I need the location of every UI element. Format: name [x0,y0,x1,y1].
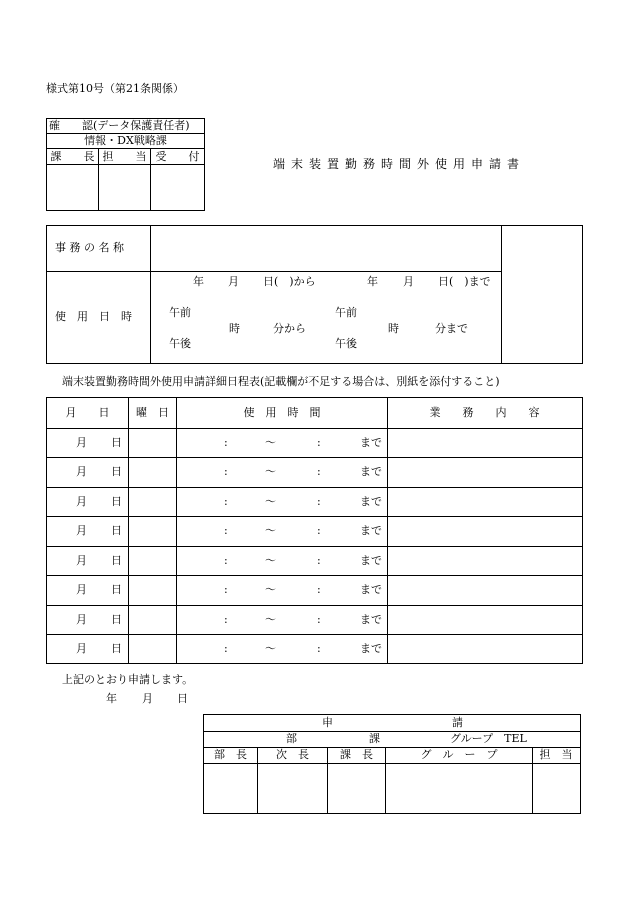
usage-box [46,225,583,364]
row-until: まで [360,524,382,537]
approval-dept: 情報・DX戦略課 [84,134,167,147]
from-month: 月 [228,275,239,288]
statement: 上記のとおり申請します。 [62,673,194,686]
row-month: 月 [76,465,87,478]
row-month: 月 [76,642,87,655]
row-day: 日 [111,554,122,567]
usage-date-label: 使 用 日 時 [55,310,132,323]
row-day: 日 [111,495,122,508]
date-month: 月 [142,692,153,705]
from-pm: 午後 [169,337,191,350]
from-min: 分から [273,322,306,335]
task-name-field[interactable] [152,228,499,269]
date-day: 日 [177,692,188,705]
from-year: 年 [193,275,204,288]
row-day: 日 [111,613,122,626]
approval-stamp-tanto[interactable] [99,165,150,209]
row-colon-end: : [317,436,321,449]
row-day: 日 [111,583,122,596]
table-row [47,606,581,634]
row-colon-end: : [317,465,321,478]
row-day: 日 [111,465,122,478]
row-until: まで [360,465,382,478]
table-row [47,458,581,486]
to-am: 午前 [335,306,357,319]
table-row [47,488,581,516]
row-colon-start: : [224,554,228,567]
row-until: まで [360,613,382,626]
applicant-group-tel: グループ TEL [450,732,527,745]
row-month: 月 [76,524,87,537]
to-year: 年 [367,275,378,288]
row-colon-start: : [224,524,228,537]
row-colon-start: : [224,495,228,508]
approval-stamp-uketsuke[interactable] [151,165,204,209]
approval-col-tanto: 担 当 [102,150,147,163]
applicant-stamp-group[interactable] [386,764,532,812]
schedule-caption: 端末装置勤務時間外使用申請詳細日程表(記載欄が不足する場合は、別紙を添付すること) [62,375,500,388]
header-date: 月 日 [65,406,110,419]
row-colon-start: : [224,642,228,655]
header-content: 業 務 内 容 [429,406,540,419]
applicant-col-tanto: 担 当 [539,748,573,761]
from-day: 日( )から [263,275,316,288]
row-tilde: 〜 [265,613,276,626]
approval-stamp-kacho[interactable] [47,165,98,209]
row-tilde: 〜 [265,583,276,596]
row-colon-end: : [317,613,321,626]
date-year: 年 [106,692,117,705]
schedule-table [46,397,583,664]
applicant-col-bucho: 部 長 [214,748,247,761]
header-time: 使 用 時 間 [243,406,321,419]
row-colon-end: : [317,495,321,508]
row-tilde: 〜 [265,495,276,508]
table-row [47,635,581,663]
applicant-header-right: 請 [452,716,463,729]
table-row [47,429,581,457]
row-day: 日 [111,642,122,655]
applicant-ka: 課 [369,732,380,745]
row-tilde: 〜 [265,465,276,478]
to-pm: 午後 [335,337,357,350]
row-day: 日 [111,436,122,449]
applicant-box [203,714,581,814]
to-day: 日( )まで [438,275,491,288]
document-title: 端末装置勤務時間外使用申請書 [273,157,526,171]
row-tilde: 〜 [265,436,276,449]
usage-side-field[interactable] [503,228,579,360]
row-month: 月 [76,583,87,596]
row-colon-end: : [317,554,321,567]
table-row [47,547,581,575]
approval-col-uketsuke: 受 付 [155,150,200,163]
approval-box [46,118,205,211]
row-until: まで [360,436,382,449]
from-hour: 時 [229,322,240,335]
task-name-label: 事 務 の 名 称 [55,241,124,254]
applicant-header-left: 申 [322,716,333,729]
row-colon-end: : [317,583,321,596]
row-month: 月 [76,554,87,567]
row-until: まで [360,583,382,596]
header-weekday: 曜 日 [136,406,169,419]
approval-header: 確 認(データ保護責任者) [49,119,190,132]
table-row [47,517,581,545]
applicant-stamp-bucho[interactable] [204,764,257,812]
row-month: 月 [76,495,87,508]
applicant-bu: 部 [286,732,297,745]
applicant-stamp-kacho[interactable] [328,764,385,812]
to-min: 分まで [435,322,468,335]
row-colon-start: : [224,613,228,626]
table-row [47,576,581,604]
row-colon-end: : [317,642,321,655]
form-number: 様式第10号（第21条関係） [46,82,184,95]
row-month: 月 [76,436,87,449]
from-am: 午前 [169,306,191,319]
row-colon-start: : [224,436,228,449]
applicant-stamp-jicho[interactable] [258,764,327,812]
row-colon-start: : [224,465,228,478]
applicant-col-jicho: 次 長 [276,748,309,761]
applicant-col-kacho: 課 長 [340,748,373,761]
applicant-col-group: グ ル ー プ [420,748,498,761]
row-month: 月 [76,613,87,626]
applicant-stamp-tanto[interactable] [533,764,579,812]
row-tilde: 〜 [265,642,276,655]
to-hour: 時 [388,322,399,335]
row-colon-start: : [224,583,228,596]
row-day: 日 [111,524,122,537]
row-tilde: 〜 [265,524,276,537]
row-until: まで [360,495,382,508]
row-until: まで [360,554,382,567]
approval-col-kacho: 課 長 [50,150,95,163]
row-tilde: 〜 [265,554,276,567]
row-colon-end: : [317,524,321,537]
row-until: まで [360,642,382,655]
to-month: 月 [403,275,414,288]
